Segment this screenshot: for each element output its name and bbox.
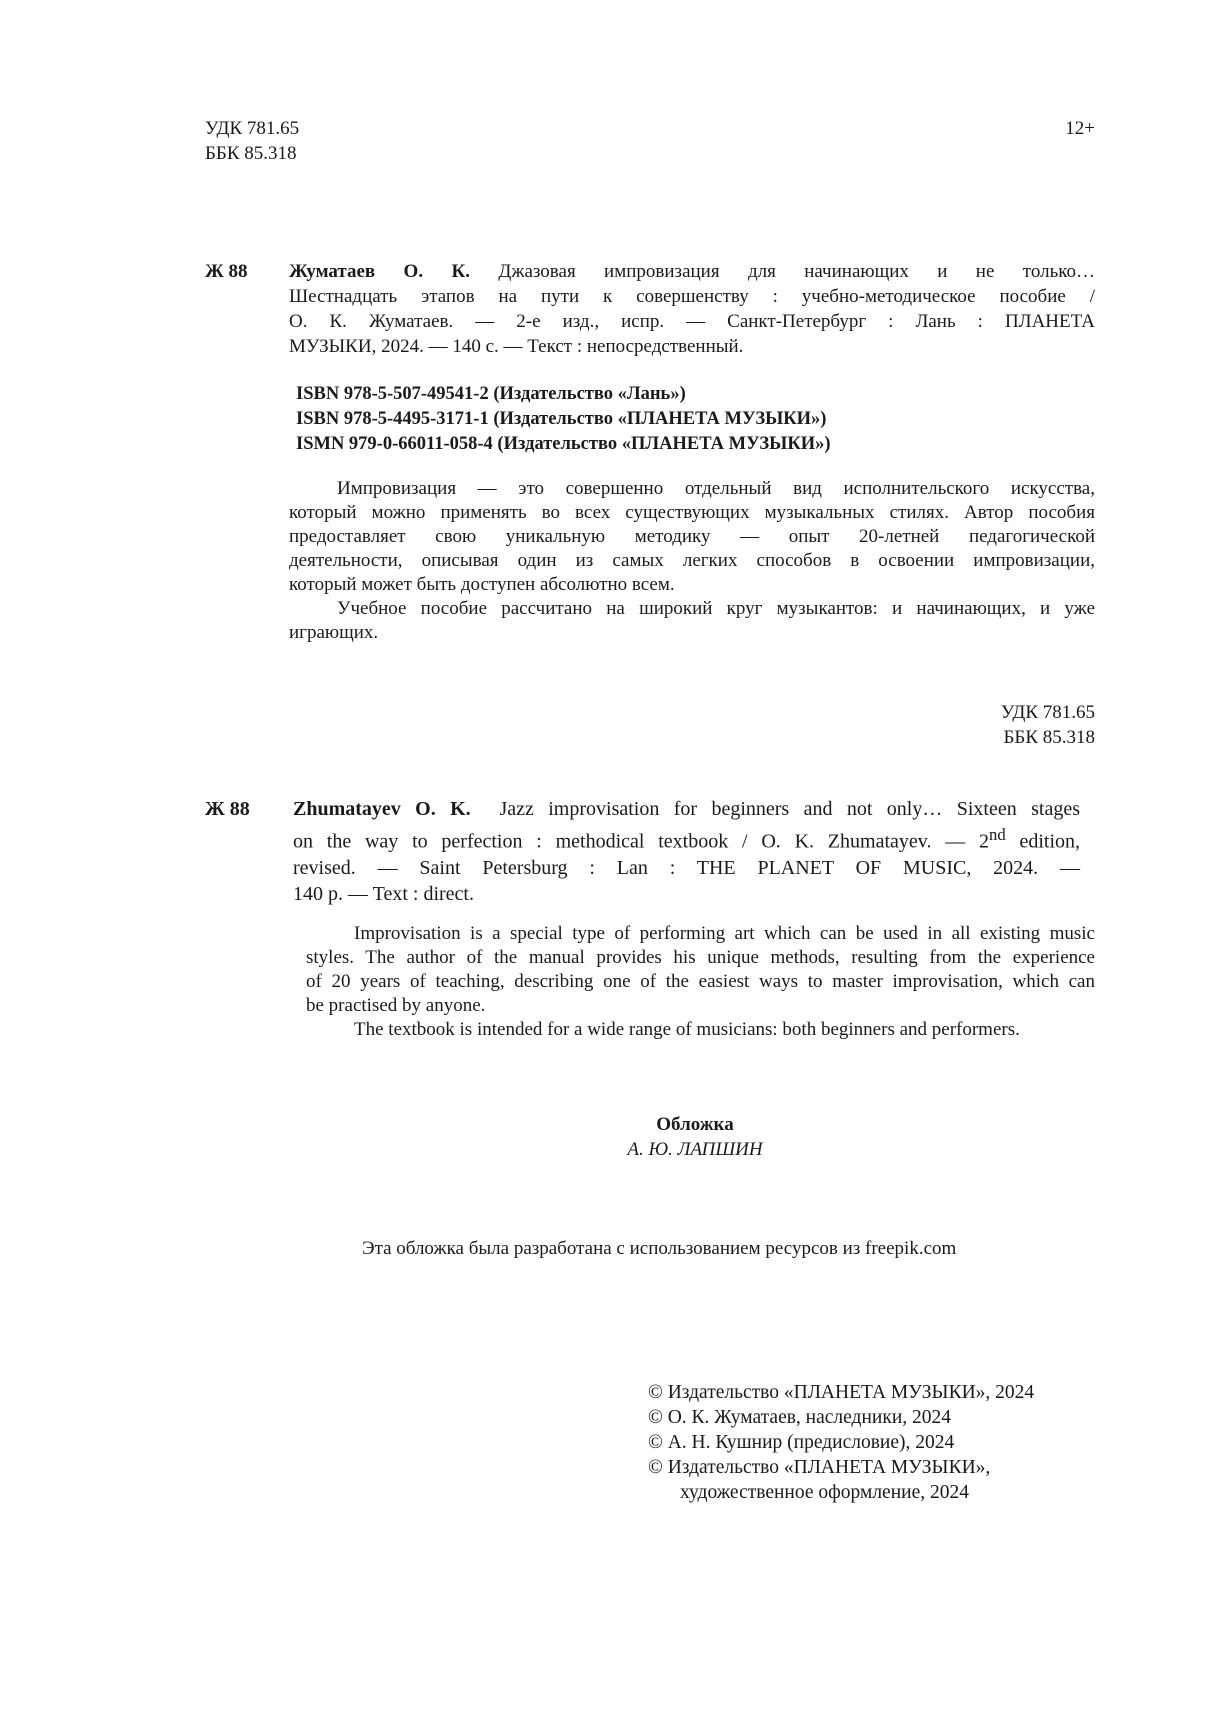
en-annotation-line: styles. The author of the manual provides his unique methods, resulting from the experience bbox=[306, 947, 1095, 968]
en-bibliographic-record bbox=[293, 796, 1080, 907]
en-record-author: Zhumatayev O. K. bbox=[293, 798, 471, 820]
ru-record-code: Ж 88 bbox=[205, 261, 248, 282]
copyright-line: © А. Н. Кушнир (предисловие), 2024 bbox=[648, 1432, 955, 1453]
ru-record-line-2: Шестнадцать этапов на пути к совершенству : учебно-методическое пособие / bbox=[289, 286, 1095, 307]
bbk-code: ББК 85.318 bbox=[1003, 727, 1095, 748]
copyright-line: © Издательство «ПЛАНЕТА МУЗЫКИ», bbox=[648, 1457, 991, 1478]
en-record-line-3: revised. — Saint Petersburg : Lan : THE PLANET OF MUSIC, 2024. — bbox=[293, 856, 1080, 879]
udc-code: УДК 781.65 bbox=[205, 118, 300, 139]
en-annotation-line: be practised by anyone. bbox=[306, 995, 486, 1016]
en-annotation-line: of 20 years of teaching, describing one of the easiest ways to master improvisation, which can bbox=[306, 971, 1095, 992]
isbn-lan: ISBN 978-5-507-49541-2 (Издательство «Лань») bbox=[296, 384, 686, 404]
ru-annotation-line: предоставляет свою уникальную методику — опыт 20-летней педагогической bbox=[289, 526, 1095, 547]
cover-credit bbox=[0, 1112, 1212, 1162]
cover-credit-name: А. Ю. ЛАПШИН bbox=[627, 1139, 763, 1160]
ru-record-line-4: МУЗЫКИ, 2024. — 140 с. — Текст : непосредственный. bbox=[289, 336, 744, 357]
en-record-title: Jazz improvisation for beginners and not only… Sixteen stages bbox=[499, 798, 1080, 820]
ru-record-line-1 bbox=[289, 259, 1095, 284]
ru-annotation-line: который можно применять во всех существующих музыкальных стилях. Автор пособия bbox=[289, 502, 1095, 523]
ru-annotation-line: играющих. bbox=[289, 622, 379, 643]
udc-code: УДК 781.65 bbox=[1000, 702, 1095, 723]
en-record-line-4: 140 p. — Text : direct. bbox=[293, 882, 474, 905]
ismn-planeta: ISMN 979-0-66011-058-4 (Издательство «ПЛАНЕТА МУЗЫКИ») bbox=[296, 434, 831, 454]
classification-mid bbox=[1001, 700, 1095, 750]
copyright-line: художественное оформление, 2024 bbox=[680, 1482, 969, 1503]
isbn-block bbox=[296, 382, 831, 457]
en-annotation-line: Improvisation is a special type of performing art which can be used in all existing music bbox=[354, 923, 1095, 944]
isbn-planeta: ISBN 978-5-4495-3171-1 (Издательство «ПЛАНЕТА МУЗЫКИ») bbox=[296, 409, 827, 429]
ru-annotation-line: Импровизация — это совершенно отдельный вид исполнительского искусства, bbox=[337, 478, 1095, 499]
ru-record-author: Жуматаев О. К. bbox=[289, 261, 470, 282]
copyright-line: © О. К. Жуматаев, наследники, 2024 bbox=[648, 1407, 952, 1428]
copyright-block bbox=[648, 1380, 1034, 1505]
freepik-note: Эта обложка была разработана с использованием ресурсов из freepik.com bbox=[362, 1238, 957, 1259]
en-record-line-2-end: edition, bbox=[1019, 830, 1080, 853]
en-record-line-1 bbox=[293, 796, 1080, 822]
en-record-line-2 bbox=[293, 822, 1080, 855]
classification-top bbox=[205, 116, 299, 166]
en-record-line-2-text: on the way to perfection : methodical textbook / O. K. Zhumatayev. — 2 bbox=[293, 830, 990, 853]
bbk-code: ББК 85.318 bbox=[205, 143, 297, 164]
ru-record-line-3: О. К. Жуматаев. — 2-е изд., испр. — Санкт-Петербург : Лань : ПЛАНЕТА bbox=[289, 311, 1095, 332]
edition-superscript: nd bbox=[989, 825, 1006, 844]
en-record-code: Ж 88 bbox=[205, 798, 250, 820]
en-annotation bbox=[306, 922, 1095, 1042]
ru-annotation bbox=[289, 477, 1095, 645]
cover-credit-label: Обложка bbox=[656, 1114, 734, 1135]
ru-annotation-line: который может быть доступен абсолютно всем. bbox=[289, 574, 675, 595]
en-annotation-line: The textbook is intended for a wide range of musicians: both beginners and performers. bbox=[354, 1019, 1020, 1040]
ru-record-title: Джазовая импровизация для начинающих и не только… bbox=[498, 261, 1095, 282]
copyright-line: © Издательство «ПЛАНЕТА МУЗЫКИ», 2024 bbox=[648, 1382, 1035, 1403]
ru-annotation-line: Учебное пособие рассчитано на широкий круг музыкантов: и начинающих, и уже bbox=[337, 598, 1095, 619]
age-rating: 12+ bbox=[1065, 118, 1095, 139]
ru-bibliographic-record bbox=[289, 259, 1095, 359]
ru-annotation-line: деятельности, описывая один из самых легких способов в освоении импровизации, bbox=[289, 550, 1095, 571]
